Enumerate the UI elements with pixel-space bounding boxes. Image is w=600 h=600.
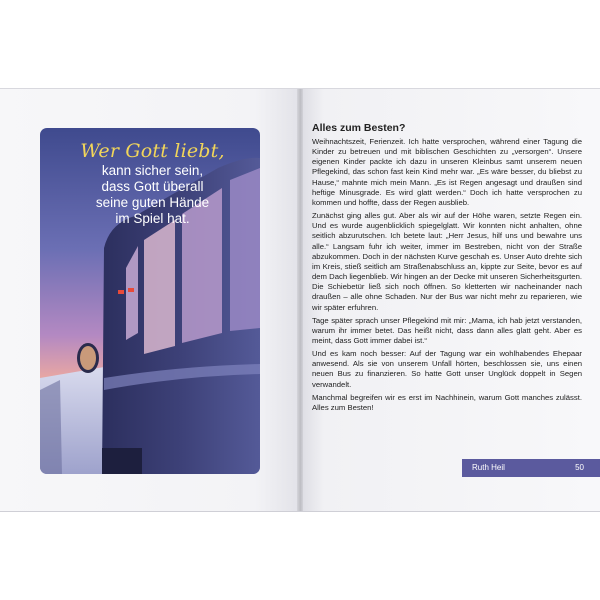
- story-heading: Alles zum Besten?: [312, 122, 406, 134]
- story-paragraph: Weihnachtszeit, Ferienzeit. Ich hatte versprochen, während einer Tagung die Kinder zu betreuen und mit biblischen Geschichten zu „versorgen“. Unsere eigenen Kinder packte ich dazu in unseren Kleinbus samt unserem neuen Pflegekind, das schon fast kein Kind mehr war. „Es wäre besser, du bliebst zu Hause,“ mahnte mich mein Mann. „Es ist Regen angesagt und draußen sind heftige Minusgrade. Es wird glatt werden.“ Doch ich hatte versprochen zu kommen und hoffte, dass der Regen ausblieb.: [312, 137, 582, 207]
- story-paragraph: Und es kam noch besser: Auf der Tagung war ein wohlhabendes Ehepaar anwesend. Als sie von unserem Unfall hörten, beschlossen sie, uns einen neuen Bus zu finanzieren. So hatte Gott unser Unglück doppelt in Segen verwandelt.: [312, 349, 582, 389]
- page-number: 50: [575, 463, 584, 472]
- author-name: Ruth Heil: [472, 463, 505, 472]
- left-page: [0, 88, 300, 512]
- page-edge-top: [0, 88, 600, 89]
- quote-line: im Spiel hat.: [115, 211, 190, 226]
- quote-body: [50, 163, 255, 227]
- story-text: [312, 121, 582, 416]
- story-paragraph: Zunächst ging alles gut. Aber als wir auf der Höhe waren, setzte Regen ein. Und es wurde augenblicklich spiegelglatt. Wir konnten nicht anhalten, ohne seitlich abzurutschen. Ich betete laut: „Herr Jesus, hilf uns und bewahre uns alle.“ Langsam fuhr ich weiter, immer im Bestreben, nicht von der Straße abzukommen. Doch in der nächsten Kurve geschah es. Unser Auto drehte sich im Kreis, stieß seitlich am Straßenabschluss an, kippte zur Seite, bevor es auf dem Dach liegenblieb. Wir hingen an der Decke mit unseren Sicherheitsgurten. Die Schiebetür ließ sich noch öffnen. So kletterten wir nacheinander nach draußen – alle ohne Schaden. Nur der Bus war nicht mehr zu reparieren, wie wir später erfuhren.: [312, 211, 582, 312]
- quote-line: dass Gott überall: [101, 179, 204, 194]
- story-paragraph: Manchmal begreifen wir es erst im Nachhinein, warum Gott manches zulässt. Alles zum Besten!: [312, 392, 582, 412]
- book-gutter: [297, 88, 303, 512]
- page-footer-bar: [462, 459, 600, 477]
- book-spread: [0, 88, 600, 512]
- quote-line: kann sicher sein,: [101, 163, 204, 178]
- story-paragraph: Tage später sprach unser Pflegekind mit mir: „Mama, ich hab jetzt verstanden, warum ihr immer betet. Das heißt nicht, dass dann alles glatt geht. Aber es meint, dass Gott immer dabei ist.“: [312, 315, 582, 345]
- page-edge-bottom: [0, 511, 600, 512]
- cover-photo-van-sunset: [40, 128, 260, 474]
- inspirational-quote: [50, 140, 255, 227]
- quote-line: seine guten Hände: [95, 195, 210, 210]
- quote-title: Wer Gott liebt,: [80, 140, 225, 162]
